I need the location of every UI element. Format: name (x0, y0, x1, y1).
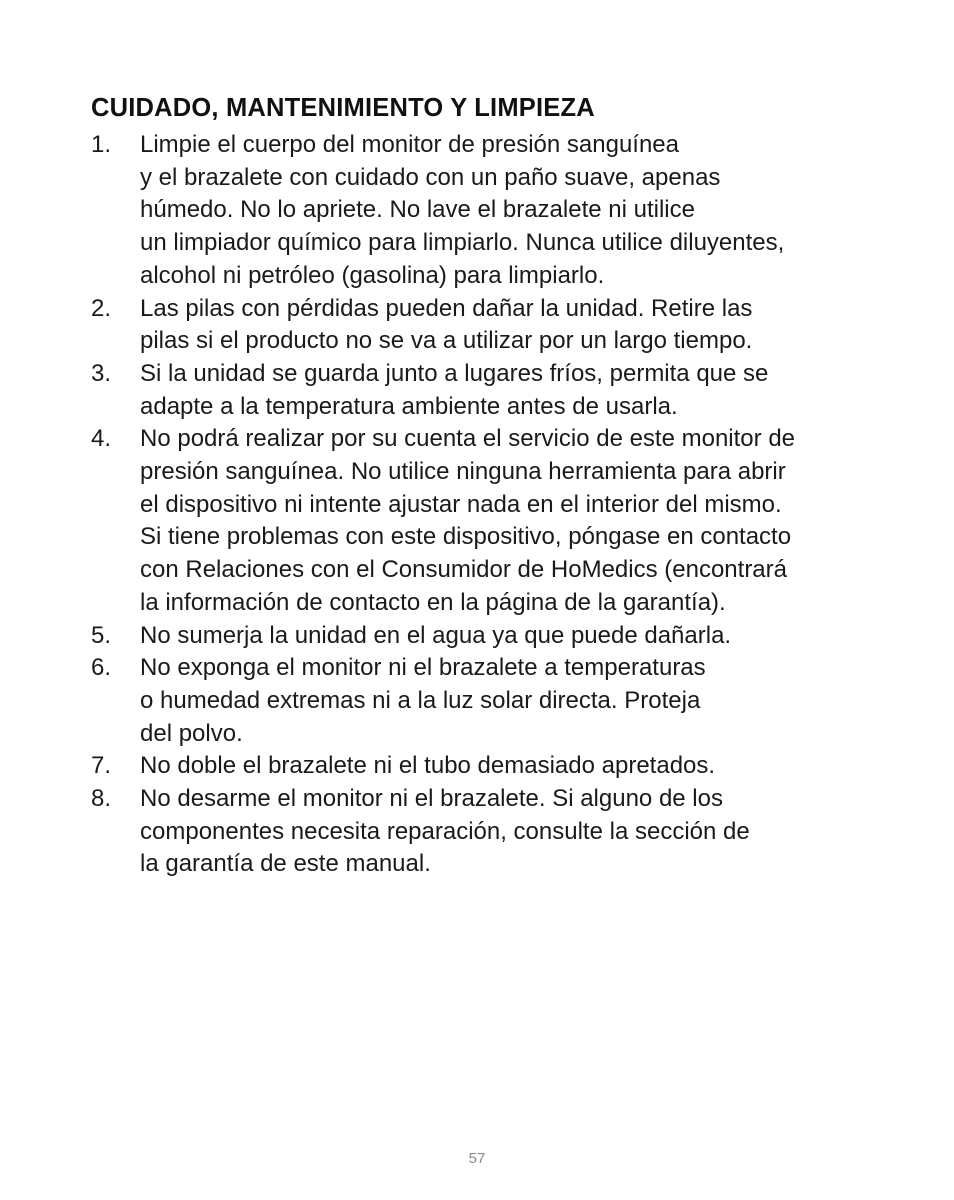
item-text-line: y el brazalete con cuidado con un paño suave, apenas (140, 163, 721, 191)
item-number: 3. (91, 359, 112, 387)
care-instructions-list (91, 129, 891, 881)
item-text-line: No exponga el monitor ni el brazalete a temperaturas (140, 654, 706, 682)
item-text-line: Limpie el cuerpo del monitor de presión sanguínea (140, 131, 680, 158)
item-number: 4. (91, 425, 112, 453)
item-text-line: Si tiene problemas con este dispositivo, póngase en contacto (140, 523, 792, 551)
item-text-line: presión sanguínea. No utilice ninguna herramienta para abrir (140, 458, 786, 486)
list-item (91, 652, 891, 750)
item-text-line: alcohol ni petróleo (gasolina) para limpiarlo. (140, 261, 605, 289)
item-text-line: el dispositivo ni intente ajustar nada en el interior del mismo. (140, 490, 782, 518)
list-item (91, 750, 891, 783)
item-text-line: la información de contacto en la página de la garantía). (140, 588, 726, 616)
item-text-line: componentes necesita reparación, consulte la sección de (140, 817, 750, 845)
item-text-line: la garantía de este manual. (140, 850, 431, 878)
list-item (91, 783, 891, 881)
item-number: 1. (91, 131, 112, 158)
list-item (91, 358, 891, 423)
item-text-line: No doble el brazalete ni el tubo demasiado apretados. (140, 752, 716, 780)
item-number: 2. (91, 294, 112, 322)
item-text-line: Las pilas con pérdidas pueden dañar la unidad. Retire las (140, 294, 753, 322)
item-text (140, 423, 795, 619)
item-text-line: No sumerja la unidad en el agua ya que puede dañarla. (140, 621, 732, 649)
section-heading: CUIDADO, MANTENIMIENTO Y LIMPIEZA (91, 94, 595, 122)
item-text-line: un limpiador químico para limpiarlo. Nunca utilice diluyentes, (140, 229, 785, 257)
list-item (91, 293, 891, 358)
item-text-line: del polvo. (140, 719, 243, 747)
item-number: 5. (91, 621, 112, 649)
page-number: 57 (468, 1150, 486, 1167)
item-text-line: pilas si el producto no se va a utilizar por un largo tiempo. (140, 327, 753, 355)
item-text-line: No podrá realizar por su cuenta el servicio de este monitor de (140, 425, 796, 453)
item-text (140, 293, 752, 358)
item-number: 8. (91, 785, 112, 813)
item-text (140, 750, 715, 783)
item-number: 7. (91, 752, 112, 780)
item-text-line: adapte a la temperatura ambiente antes de usarla. (140, 392, 678, 420)
item-text (140, 783, 750, 881)
item-text (140, 358, 768, 423)
item-text-line: No desarme el monitor ni el brazalete. Si alguno de los (140, 785, 723, 813)
item-number: 6. (91, 654, 112, 682)
item-text-line: o humedad extremas ni a la luz solar directa. Proteja (140, 686, 701, 714)
item-text (140, 129, 784, 293)
item-text (140, 652, 706, 750)
item-text-line: con Relaciones con el Consumidor de HoMedics (encontrará (140, 556, 787, 584)
list-item (91, 129, 891, 293)
item-text (140, 620, 731, 653)
list-item (91, 620, 891, 653)
item-text-line: Si la unidad se guarda junto a lugares fríos, permita que se (140, 359, 769, 387)
list-item (91, 423, 891, 619)
item-text-line: húmedo. No lo apriete. No lave el brazalete ni utilice (140, 196, 695, 224)
